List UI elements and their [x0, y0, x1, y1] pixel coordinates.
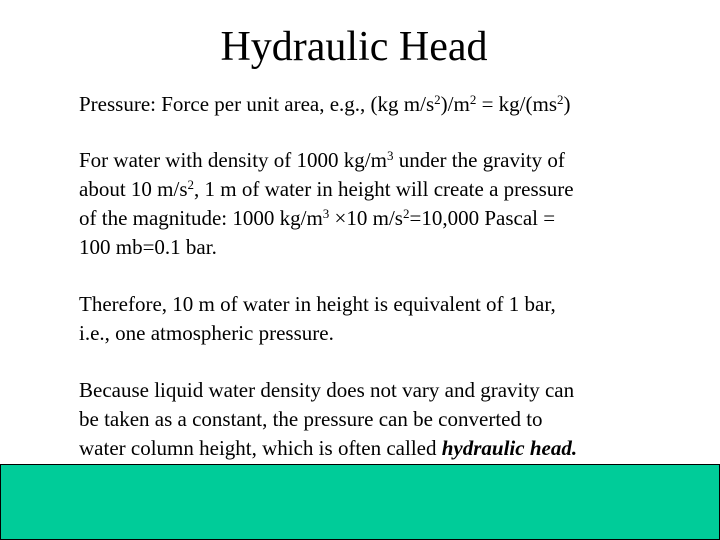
equivalence-line-1: Therefore, 10 m of water in height is equivalent of 1 bar, [79, 292, 556, 316]
water-pressure-line-2 [79, 175, 679, 204]
pressure-text-c: = kg/(ms [476, 92, 558, 116]
water-pressure-line-3 [79, 204, 679, 233]
equivalence-line-2: i.e., one atmospheric pressure. [79, 321, 334, 345]
pressure-text-a: Pressure: Force per unit area, e.g., (kg m/s [79, 92, 435, 116]
hydraulic-head-paragraph [79, 376, 679, 463]
hydraulic-head-line-2: be taken as a constant, the pressure can be converted to [79, 407, 543, 431]
line1-text-a: For water with density of 1000 kg/m [79, 148, 387, 172]
line3-exponent-2: 2 [402, 206, 410, 221]
line2-text-b: , 1 m of water in height will create a pressure [194, 177, 574, 201]
footer-band [0, 464, 720, 540]
hydraulic-head-term: hydraulic head. [441, 436, 578, 460]
line3-exponent-1: 3 [322, 206, 330, 221]
hydraulic-head-line-3-text: water column height, which is often called [79, 436, 442, 460]
pressure-exponent-3: 2 [557, 92, 564, 107]
water-pressure-paragraph [79, 146, 679, 262]
water-pressure-line-1 [79, 146, 679, 175]
hydraulic-head-line-1: Because liquid water density does not vary and gravity can [79, 378, 575, 402]
line3-text-a: of the magnitude: 1000 kg/m [79, 206, 323, 230]
line1-text-b: under the gravity of [393, 148, 565, 172]
water-pressure-line-4: 100 mb=0.1 bar. [79, 235, 217, 259]
pressure-exponent-1: 2 [434, 92, 441, 107]
pressure-text-d: ) [563, 92, 571, 116]
pressure-text-b: )/m [440, 92, 470, 116]
line2-text-a: about 10 m/s [79, 177, 188, 201]
pressure-definition [79, 90, 679, 119]
slide-title: Hydraulic Head [220, 24, 488, 70]
line3-text-c: =10,000 Pascal = [409, 206, 556, 230]
equivalence-paragraph [79, 290, 679, 348]
pressure-exponent-2: 2 [469, 92, 477, 107]
hydraulic-head-line-3 [79, 434, 679, 463]
line3-text-b: ×10 m/s [329, 206, 403, 230]
line2-exponent: 2 [187, 177, 194, 192]
line1-exponent: 3 [386, 148, 394, 163]
